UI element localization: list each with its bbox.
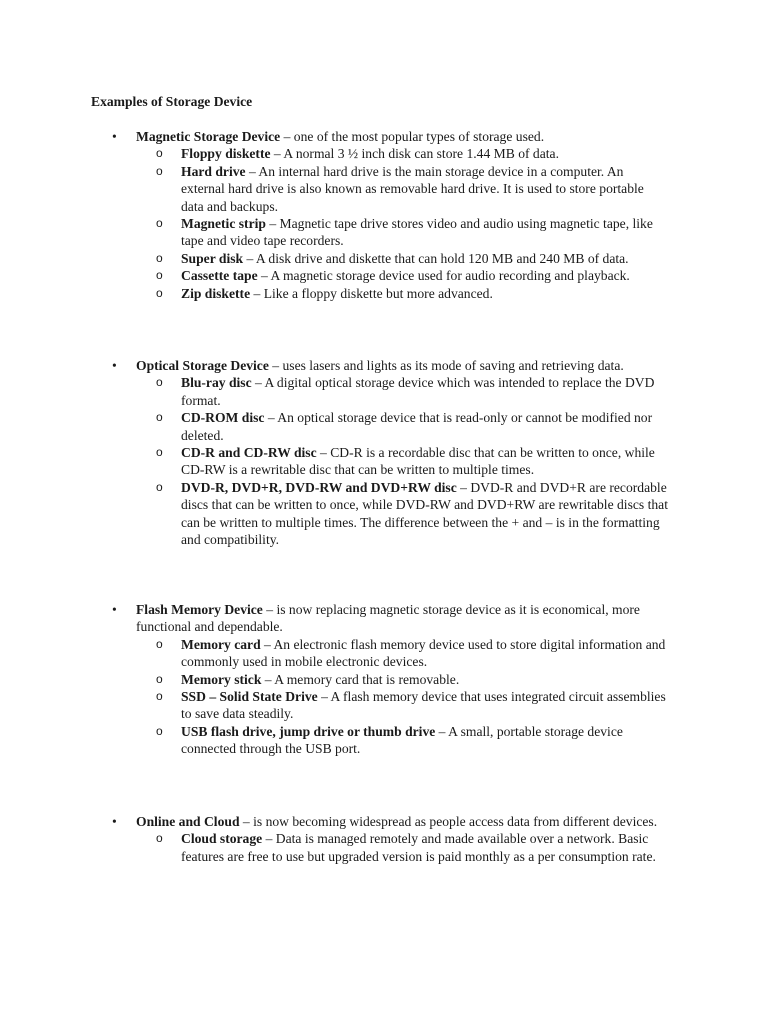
list-item (0, 636, 768, 671)
bullet-icon: • (112, 814, 117, 829)
sub-list (0, 636, 768, 758)
list-item (0, 285, 768, 302)
section-desc: – is now replacing magnetic storage device as it is economical, more functional and dependable. (136, 602, 640, 635)
bullet-icon: • (112, 358, 117, 373)
item-term: Cassette tape (181, 268, 258, 284)
list-item (0, 163, 768, 215)
item-term: Floppy diskette (181, 146, 271, 162)
item-desc: – An electronic flash memory device used to store digital information and commonly used in mobile electronic devices. (181, 636, 666, 670)
item-desc: – DVD-R and DVD+R are recordable discs that can be written to once, while DVD-RW and DVD+RW are rewritable discs that can be written to multiple times. The difference between the + and – is in the formatting and compatibility. (181, 479, 668, 548)
list-item (0, 267, 768, 284)
item-term: Memory card (181, 636, 261, 652)
item-desc: – A magnetic storage device used for audio recording and playback. (257, 268, 630, 284)
list-item (0, 250, 768, 267)
item-term: Cloud storage (181, 831, 263, 847)
circle-bullet-icon: o (156, 445, 163, 460)
circle-bullet-icon: o (156, 723, 163, 738)
item-term: SSD – Solid State Drive (181, 689, 318, 705)
sub-list (0, 374, 768, 548)
section-desc: – uses lasers and lights as its mode of saving and retrieving data. (268, 358, 624, 373)
item-term: CD-ROM disc (181, 410, 265, 426)
item-term: CD-R and CD-RW disc (181, 445, 317, 461)
section-heading (0, 357, 768, 374)
list-item (0, 215, 768, 250)
circle-bullet-icon: o (156, 375, 163, 390)
item-term: USB flash drive, jump drive or thumb drive (181, 723, 436, 739)
section-term: Flash Memory Device (136, 602, 263, 617)
item-desc: – A small, portable storage device connected through the USB port. (181, 723, 623, 757)
section-term: Optical Storage Device (136, 358, 269, 373)
item-desc: – Data is managed remotely and made available over a network. Basic features are free to use but upgraded version is paid monthly as a per consumption rate. (181, 831, 656, 864)
bullet-icon: • (112, 129, 117, 144)
circle-bullet-icon: o (156, 831, 163, 846)
item-desc: – An internal hard drive is the main storage device in a computer. An external hard drive is also known as removable hard drive. It is used to store portable data and backups. (181, 163, 644, 214)
list-item (0, 444, 768, 479)
circle-bullet-icon: o (156, 479, 163, 494)
list-item (0, 145, 768, 162)
item-desc: – A memory card that is removable. (261, 671, 460, 687)
section-cloud (0, 813, 768, 865)
section-term: Online and Cloud (136, 814, 240, 829)
circle-bullet-icon: o (156, 216, 163, 231)
sub-list (0, 145, 768, 302)
list-item (0, 374, 768, 409)
list-item (0, 409, 768, 444)
item-term: Blu-ray disc (181, 375, 252, 391)
section-heading (0, 601, 768, 636)
item-desc: – A digital optical storage device which was intended to replace the DVD format. (181, 375, 655, 408)
section-heading (0, 128, 768, 145)
list-item (0, 479, 768, 549)
item-term: Memory stick (181, 671, 262, 687)
circle-bullet-icon: o (156, 410, 163, 425)
item-term: Magnetic strip (181, 216, 266, 232)
item-desc: – Magnetic tape drive stores video and audio using magnetic tape, like tape and video tape recorders. (181, 216, 653, 249)
circle-bullet-icon: o (156, 636, 163, 651)
bullet-icon: • (112, 602, 117, 617)
list-item (0, 830, 768, 865)
item-desc: – A flash memory device that uses integrated circuit assemblies to save data steadily. (181, 689, 666, 722)
item-term: Hard drive (181, 163, 246, 179)
circle-bullet-icon: o (156, 250, 163, 265)
item-desc: – CD-R is a recordable disc that can be written to once, while CD-RW is a rewritable disc that can be written to multiple times. (181, 445, 655, 478)
item-term: Super disk (181, 250, 244, 266)
circle-bullet-icon: o (156, 285, 163, 300)
item-term: Zip diskette (181, 285, 251, 301)
circle-bullet-icon: o (156, 671, 163, 686)
item-desc: – A disk drive and diskette that can hold 120 MB and 240 MB of data. (243, 250, 629, 266)
sub-list (0, 830, 768, 865)
section-magnetic (0, 128, 768, 302)
list-item (0, 723, 768, 758)
circle-bullet-icon: o (156, 163, 163, 178)
circle-bullet-icon: o (156, 268, 163, 283)
section-term: Magnetic Storage Device (136, 129, 281, 144)
list-item (0, 671, 768, 688)
section-heading (0, 813, 768, 830)
item-desc: – A normal 3 ½ inch disk can store 1.44 MB of data. (270, 146, 559, 162)
circle-bullet-icon: o (156, 146, 163, 161)
item-term: DVD-R, DVD+R, DVD-RW and DVD+RW disc (181, 479, 457, 495)
section-desc: – is now becoming widespread as people access data from different devices. (239, 814, 658, 829)
list-item (0, 688, 768, 723)
section-optical (0, 357, 768, 548)
item-desc: – Like a floppy diskette but more advanced. (250, 285, 493, 301)
page-title: Examples of Storage Device (91, 94, 253, 109)
section-flash (0, 601, 768, 758)
section-desc: – one of the most popular types of storage used. (280, 129, 545, 144)
item-desc: – An optical storage device that is read-only or cannot be modified nor deleted. (181, 410, 653, 443)
circle-bullet-icon: o (156, 689, 163, 704)
